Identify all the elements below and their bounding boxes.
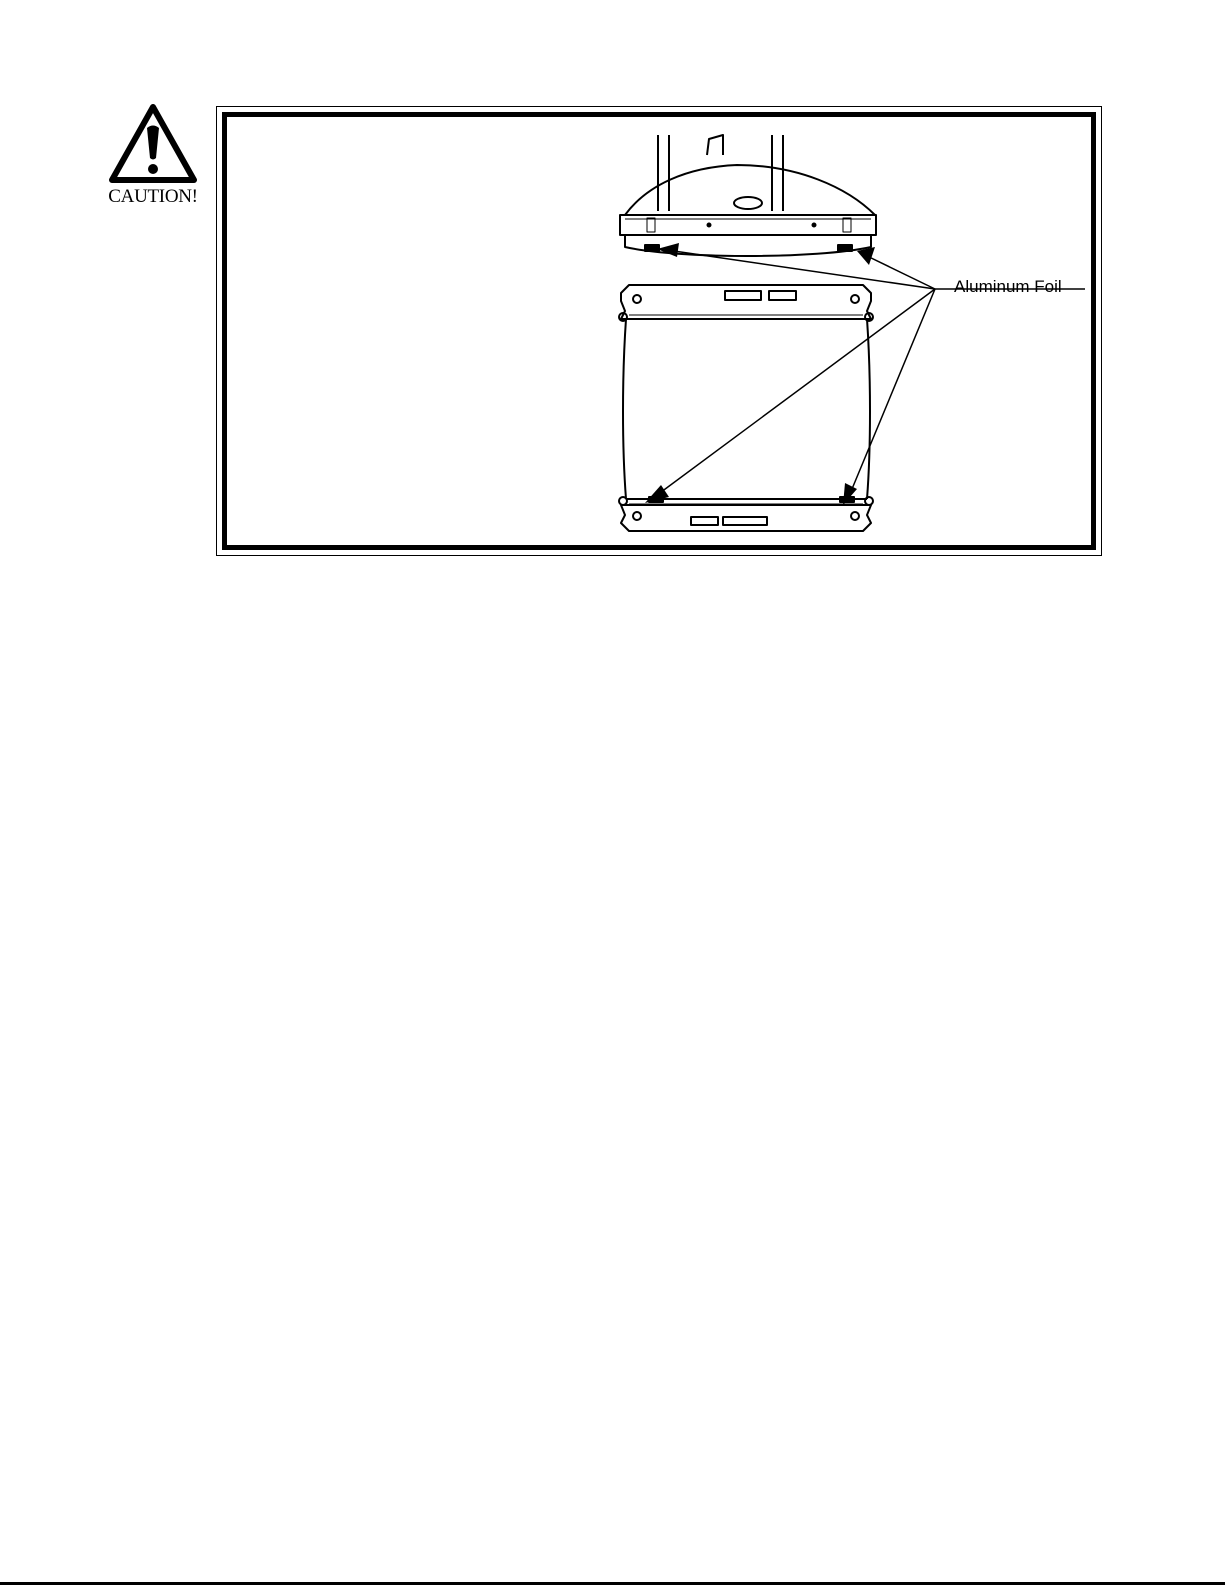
caution-label: CAUTION! (108, 186, 198, 207)
warning-triangle-icon (108, 104, 198, 186)
aluminum-foil-label: Aluminum Foil (954, 277, 1062, 296)
callout-arrowheads (645, 243, 875, 505)
figure-frame (216, 106, 1102, 556)
monitor-top-view (620, 135, 876, 256)
monitor-diagram (217, 107, 1101, 555)
caution-block (108, 104, 198, 214)
